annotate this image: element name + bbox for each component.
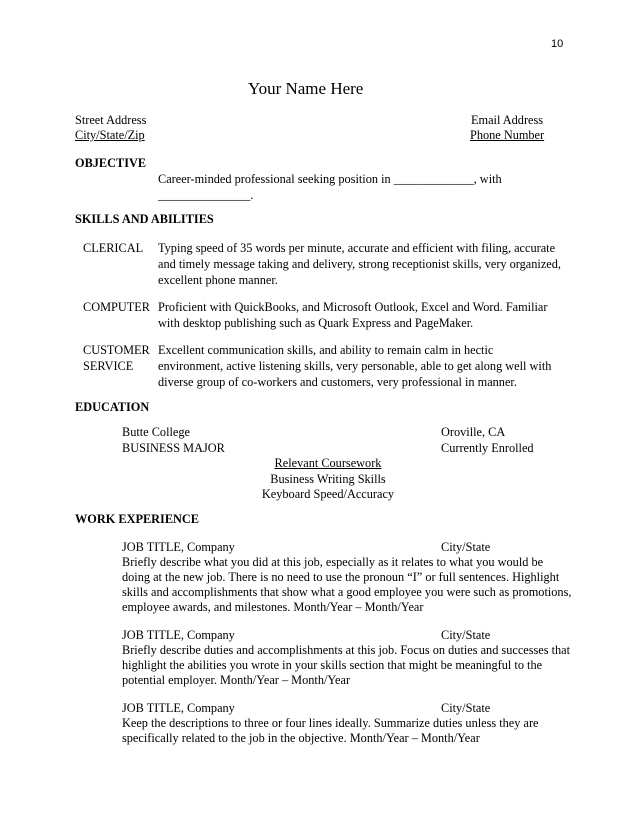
page-number: 10 <box>551 38 564 50</box>
clerical-line-1: Typing speed of 35 words per minute, accurate and efficient with filing, accurate <box>158 241 556 255</box>
skill-label-customer: CUSTOMER <box>83 343 150 357</box>
skill-label-service: SERVICE <box>83 359 134 373</box>
computer-line-2: with desktop publishing such as Quark Express and PageMaker. <box>158 316 474 330</box>
clerical-line-3: excellent phone manner. <box>158 273 278 287</box>
job1-line-1: Briefly describe what you did at this job, especially as it relates to what you would be <box>122 555 544 569</box>
skill-label-computer: COMPUTER <box>83 300 150 314</box>
job2-line-1: Briefly describe duties and accomplishments at this job. Focus on duties and successes that <box>122 643 571 657</box>
email-address: Email Address <box>471 113 544 127</box>
work-heading: WORK EXPERIENCE <box>75 512 200 526</box>
job1-title: JOB TITLE, Company <box>122 540 235 554</box>
computer-line-1: Proficient with QuickBooks, and Microsoft Outlook, Excel and Word. Familiar <box>158 300 548 314</box>
course-2: Keyboard Speed/Accuracy <box>261 487 395 501</box>
job1-line-2: doing at the new job. There is no need to use the pronoun “I” or full sentences. Highlight <box>122 570 560 584</box>
job2-line-2: highlight the abilities you wrote in your skills section that might be meaningful to the <box>122 658 543 672</box>
job3-line-1: Keep the descriptions to three or four lines ideally. Summarize duties unless they are <box>122 716 539 730</box>
coursework-title: Relevant Coursework <box>274 456 382 470</box>
course-1: Business Writing Skills <box>270 472 386 486</box>
customer-line-3: diverse group of co-workers and customers, very professional in manner. <box>158 375 517 389</box>
job1-line-3: skills and accomplishments that show what a good employee you were such as promotions, <box>122 585 572 599</box>
customer-line-1: Excellent communication skills, and ability to remain calm in hectic <box>158 343 494 357</box>
enrollment-status: Currently Enrolled <box>441 441 534 455</box>
city-state-zip: City/State/Zip <box>75 128 145 142</box>
clerical-line-2: and timely message taking and delivery, strong receptionist skills, very organized, <box>158 257 561 271</box>
objective-heading: OBJECTIVE <box>75 156 147 170</box>
resume-name: Your Name Here <box>248 79 364 98</box>
skills-heading: SKILLS AND ABILITIES <box>75 212 214 226</box>
phone-number: Phone Number <box>470 128 545 142</box>
customer-line-2: environment, active listening skills, very personable, able to get along well with <box>158 359 552 373</box>
job2-location: City/State <box>441 628 491 642</box>
school-location: Oroville, CA <box>441 425 506 439</box>
job2-line-3: potential employer. Month/Year – Month/Year <box>122 673 351 687</box>
job2-title: JOB TITLE, Company <box>122 628 235 642</box>
job3-title: JOB TITLE, Company <box>122 701 235 715</box>
job3-line-2: specifically related to the job in the objective. Month/Year – Month/Year <box>122 731 480 745</box>
major: BUSINESS MAJOR <box>122 441 225 455</box>
objective-line-2: _______________. <box>158 188 254 202</box>
school-name: Butte College <box>122 425 190 439</box>
job1-location: City/State <box>441 540 491 554</box>
skill-label-clerical: CLERICAL <box>83 241 144 255</box>
job3-location: City/State <box>441 701 491 715</box>
objective-line-1: Career-minded professional seeking position in _____________, with <box>158 172 502 186</box>
street-address: Street Address <box>75 113 147 127</box>
job1-line-4: employee awards, and milestones. Month/Year – Month/Year <box>122 600 424 614</box>
education-heading: EDUCATION <box>75 400 150 414</box>
